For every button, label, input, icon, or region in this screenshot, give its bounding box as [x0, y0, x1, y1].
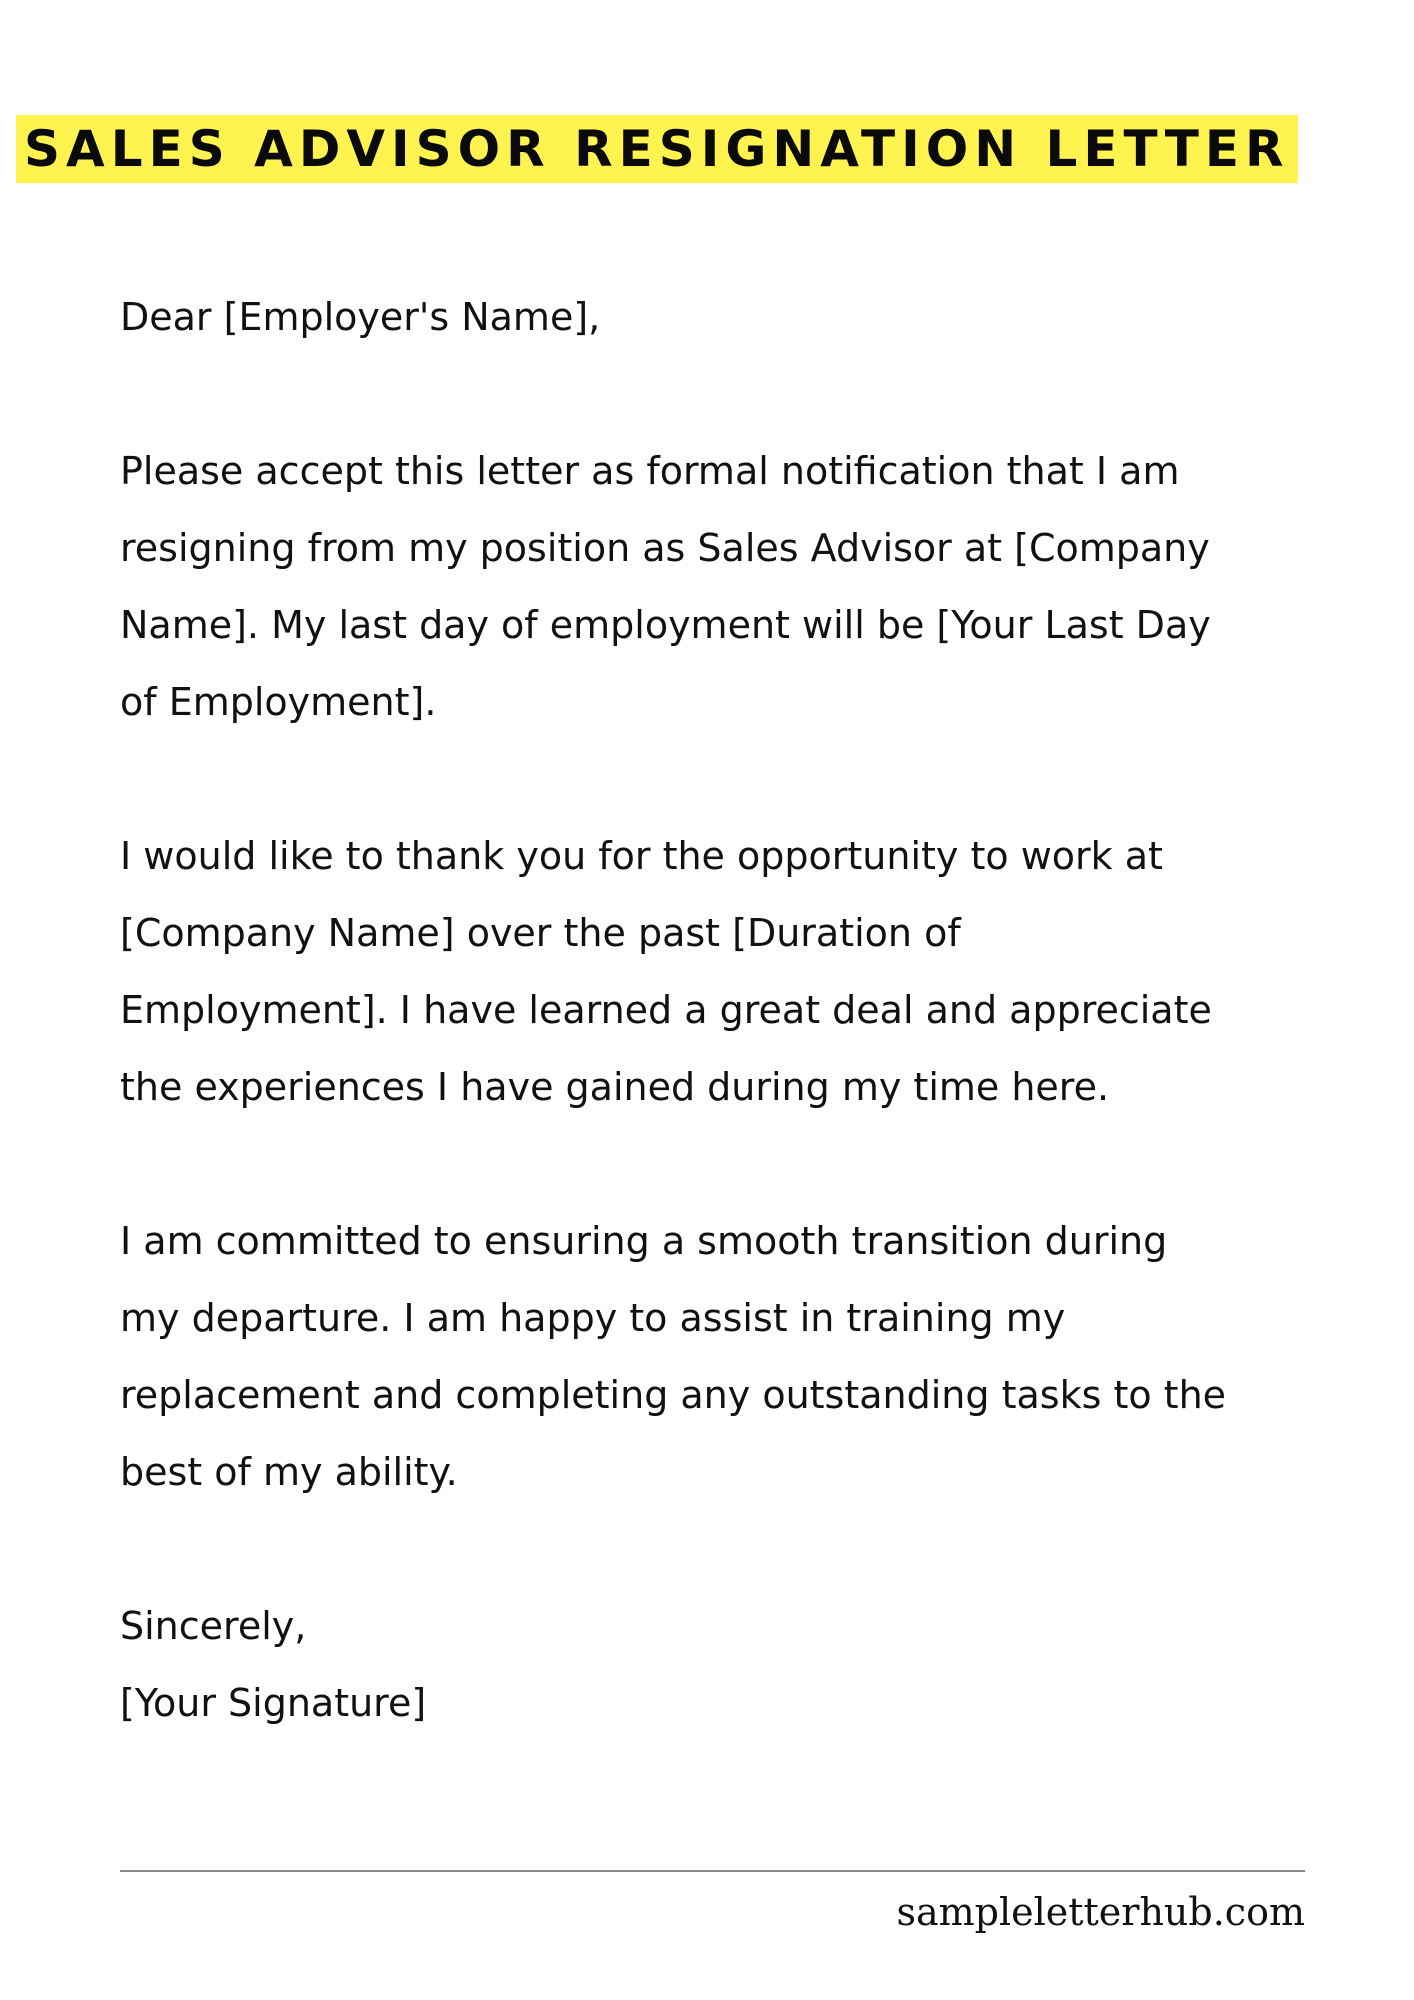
closing-text: Sincerely,	[120, 1604, 307, 1648]
paragraph-line: best of my ability.	[120, 1450, 458, 1494]
signature-placeholder: [Your Signature]	[120, 1681, 427, 1725]
paragraph-line: my departure. I am happy to assist in training my	[120, 1296, 1066, 1340]
paragraph-line: I am committed to ensuring a smooth transition during	[120, 1219, 1168, 1263]
footer-divider	[120, 1870, 1305, 1872]
footer-site-link[interactable]: sampleletterhub.com	[896, 1890, 1305, 1934]
title-highlight	[16, 115, 1298, 183]
paragraph-line: Employment]. I have learned a great deal and appreciate	[120, 988, 1212, 1032]
closing-block	[120, 1588, 1370, 1742]
page-title: SALES ADVISOR RESIGNATION LETTER	[24, 120, 1290, 178]
letter-body	[120, 279, 1370, 1742]
paragraph-line: resigning from my position as Sales Advisor at [Company	[120, 526, 1210, 570]
paragraph-line: Please accept this letter as formal notification that I am	[120, 449, 1180, 493]
paragraph-line: replacement and completing any outstanding tasks to the	[120, 1373, 1227, 1417]
paragraph-line: [Company Name] over the past [Duration of	[120, 911, 961, 955]
paragraph-line: of Employment].	[120, 680, 437, 724]
paragraph-line: I would like to thank you for the opportunity to work at	[120, 834, 1163, 878]
paragraph-thanks	[120, 818, 1370, 1126]
paragraph-line: the experiences I have gained during my time here.	[120, 1065, 1110, 1109]
salutation-text: Dear [Employer's Name],	[120, 295, 601, 339]
paragraph-line: Name]. My last day of employment will be [Your Last Day	[120, 603, 1211, 647]
paragraph-notification	[120, 433, 1370, 741]
paragraph-transition	[120, 1203, 1370, 1511]
salutation	[120, 279, 1370, 356]
